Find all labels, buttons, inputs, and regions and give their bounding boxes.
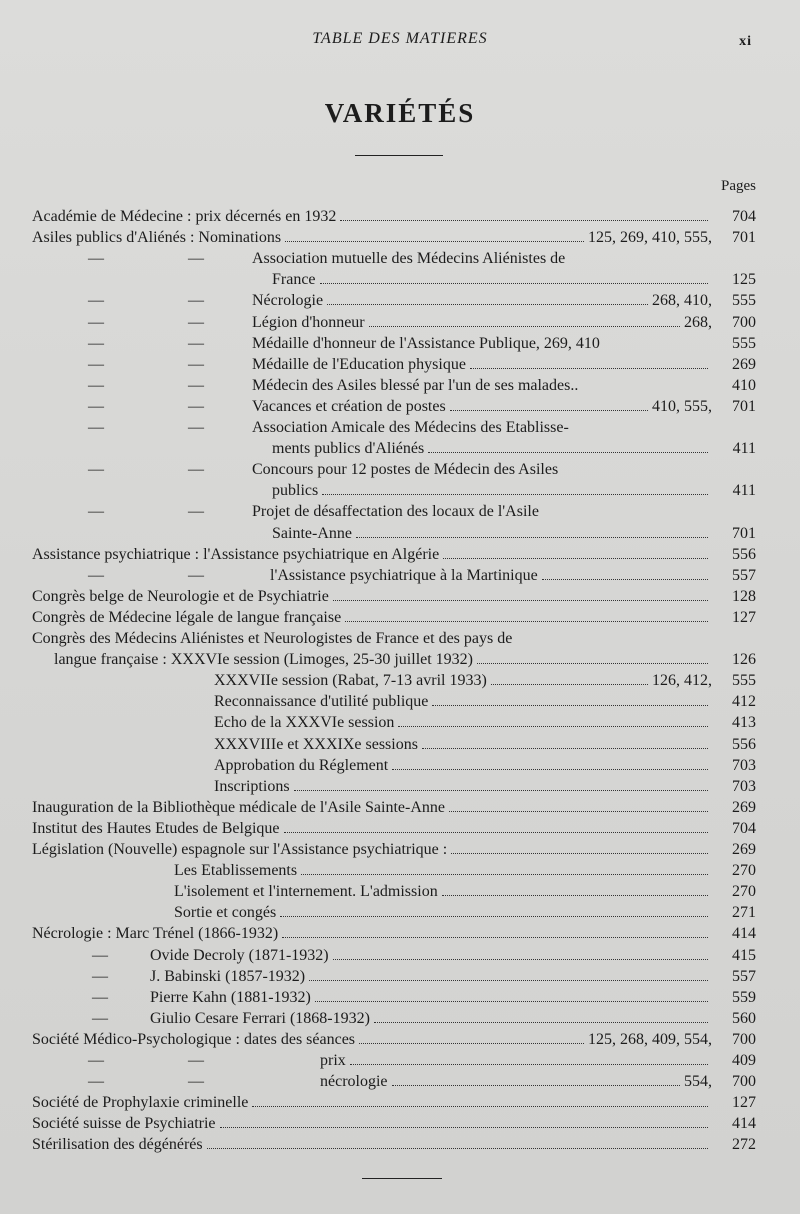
dot-leader: [284, 831, 708, 833]
entry-label: Giulio Cesare Ferrari (1868-1932): [150, 1009, 370, 1027]
index-entry: [0, 607, 800, 628]
index-entry: [0, 354, 800, 375]
dot-leader: [294, 789, 708, 791]
index-entry: [0, 459, 800, 480]
index-entry: [0, 375, 800, 396]
page-number-cell: 701: [732, 229, 756, 247]
page-number-cell: 556: [732, 545, 756, 563]
index-entry: [0, 923, 800, 944]
dot-leader: [450, 409, 648, 411]
entry-label: Reconnaissance d'utilité publique: [214, 693, 429, 711]
ditto-dash: —: [92, 967, 108, 985]
entry-label: XXXVIIe session (Rabat, 7-13 avril 1933): [214, 672, 487, 690]
entry-label: Médaille d'honneur de l'Assistance Publique, 269, 410: [252, 334, 600, 352]
index-entry: [0, 227, 800, 248]
dot-leader: [491, 683, 648, 685]
index-entry: [0, 586, 800, 607]
entry-label: Ovide Decroly (1871-1932): [150, 946, 329, 964]
ditto-dash: —: [188, 461, 204, 479]
index-entry: [0, 860, 800, 881]
page-number-cell: 559: [732, 988, 756, 1006]
index-entry: [0, 1071, 800, 1092]
index-entry: [0, 712, 800, 733]
index-entry: [0, 333, 800, 354]
entry-label: Inauguration de la Bibliothèque médicale de l'Asile Sainte-Anne: [32, 798, 445, 816]
page-number-cell: 555: [732, 334, 756, 352]
page-number-cell: 560: [732, 1009, 756, 1027]
entry-label: Société suisse de Psychiatrie: [32, 1115, 216, 1133]
page-number-cell: 415: [732, 946, 756, 964]
dot-leader: [432, 704, 708, 706]
index-entry: [0, 269, 800, 290]
dot-leader: [327, 303, 648, 305]
dot-leader: [542, 578, 708, 580]
ditto-dash: —: [188, 503, 204, 521]
page-number-cell: 413: [732, 714, 756, 732]
index-entry: [0, 396, 800, 417]
dot-leader: [309, 979, 708, 981]
entry-label: ments publics d'Aliénés: [272, 440, 425, 458]
entry-label: Nécrologie: [252, 292, 324, 310]
index-entry: [0, 565, 800, 586]
page-number-cell: 701: [732, 397, 756, 415]
dot-leader: [359, 1042, 584, 1044]
index-entry: [0, 902, 800, 923]
index-entry: [0, 839, 800, 860]
index-entry: [0, 206, 800, 227]
ditto-dash: —: [188, 566, 204, 584]
dot-leader: [398, 725, 708, 727]
entry-label: Nécrologie : Marc Trénel (1866-1932): [32, 925, 279, 943]
entry-label: Société Médico-Psychologique : dates des séances: [32, 1030, 356, 1048]
index-entry: [0, 501, 800, 522]
ditto-dash: —: [88, 250, 104, 268]
dot-leader: [451, 852, 708, 854]
ditto-dash: —: [188, 292, 204, 310]
dot-leader: [477, 662, 708, 664]
page-number-cell: 555: [732, 292, 756, 310]
page-references: 554,: [684, 1073, 712, 1091]
dot-leader: [449, 810, 708, 812]
index-entry: [0, 945, 800, 966]
index-entry: [0, 248, 800, 269]
page-references: 125, 269, 410, 555,: [588, 229, 712, 247]
dot-leader: [301, 873, 708, 875]
page-number-cell: 555: [732, 672, 756, 690]
ditto-dash: —: [88, 461, 104, 479]
dot-leader: [285, 240, 584, 242]
index-entry: [0, 628, 800, 649]
ditto-dash: —: [88, 334, 104, 352]
index-entry: [0, 480, 800, 501]
page-number-cell: 269: [732, 798, 756, 816]
index-entry: [0, 1029, 800, 1050]
dot-leader: [280, 915, 708, 917]
ditto-dash: —: [88, 355, 104, 373]
page-number-cell: 128: [732, 587, 756, 605]
dot-leader: [252, 1105, 708, 1107]
entry-label: Approbation du Réglement: [214, 756, 389, 774]
index-entry: [0, 818, 800, 839]
entry-label: Société de Prophylaxie criminelle: [32, 1094, 249, 1112]
ditto-dash: —: [88, 566, 104, 584]
page-number-cell: 411: [732, 440, 756, 458]
page-number-cell: 410: [732, 376, 756, 394]
dot-leader: [428, 451, 708, 453]
page-number-cell: 127: [732, 1094, 756, 1112]
entry-label: Concours pour 12 postes de Médecin des Asiles: [252, 461, 559, 479]
ditto-dash: —: [92, 1009, 108, 1027]
dot-leader: [345, 620, 708, 622]
page-number-cell: 271: [732, 904, 756, 922]
entry-label: Congrès de Médecine légale de langue française: [32, 608, 342, 626]
entry-label: publics: [272, 482, 319, 500]
index-entry: [0, 776, 800, 797]
index-entry: [0, 1134, 800, 1155]
ditto-dash: —: [92, 946, 108, 964]
pages-column-label: Pages: [721, 178, 756, 194]
page-references: 410, 555,: [652, 397, 712, 415]
dot-leader: [320, 282, 708, 284]
dot-leader: [470, 367, 708, 369]
entry-label: XXXVIIIe et XXXIXe sessions: [214, 735, 418, 753]
running-title: TABLE DES MATIERES: [312, 30, 488, 47]
entry-label: Médaille de l'Education physique: [252, 355, 466, 373]
entry-label: Asiles publics d'Aliénés : Nominations: [32, 229, 282, 247]
page-references: 126, 412,: [652, 672, 712, 690]
page-references: 268, 410,: [652, 292, 712, 310]
end-rule: [362, 1178, 442, 1179]
page-number-cell: 700: [732, 1073, 756, 1091]
entry-label: L'isolement et l'internement. L'admission: [174, 883, 438, 901]
dot-leader: [333, 958, 708, 960]
page-number-cell: 704: [732, 208, 756, 225]
ditto-dash: —: [88, 1052, 104, 1069]
dot-leader: [369, 325, 680, 327]
dot-leader: [340, 219, 708, 221]
page-number-cell: 414: [732, 1115, 756, 1133]
page-number-cell: 412: [732, 693, 756, 711]
page-number-cell: 557: [732, 566, 756, 584]
dot-leader: [443, 557, 708, 559]
page-number-cell: 409: [732, 1052, 756, 1069]
entry-label: Légion d'honneur: [252, 313, 365, 331]
entry-label: J. Babinski (1857-1932): [150, 967, 306, 985]
entry-label: Congrès belge de Neurologie et de Psychiatrie: [32, 587, 329, 605]
entry-label: France: [272, 271, 316, 289]
section-title: VARIÉTÉS: [324, 98, 476, 128]
page-number-cell: 700: [732, 1030, 756, 1048]
ditto-dash: —: [92, 988, 108, 1006]
entry-label: langue française : XXXVIe session (Limoges, 25-30 juillet 1932): [54, 651, 474, 669]
index-entry: [0, 734, 800, 755]
ditto-dash: —: [88, 419, 104, 436]
ditto-dash: —: [188, 355, 204, 373]
ditto-dash: —: [188, 1073, 204, 1091]
dot-leader: [315, 1000, 708, 1002]
page-number-cell: 272: [732, 1136, 756, 1154]
page-number-cell: 414: [732, 925, 756, 943]
page-number-cell: 557: [732, 967, 756, 985]
index-entry: [0, 290, 800, 311]
page-number: xi: [739, 34, 752, 49]
index-entry: [0, 881, 800, 902]
ditto-dash: —: [188, 397, 204, 415]
dot-leader: [282, 936, 708, 938]
entry-label: Sainte-Anne: [272, 524, 352, 542]
index-entry: [0, 312, 800, 333]
dot-leader: [350, 1063, 708, 1065]
page-number-cell: 556: [732, 735, 756, 753]
ditto-dash: —: [188, 419, 204, 436]
dot-leader: [333, 599, 708, 601]
index-entry: [0, 987, 800, 1008]
ditto-dash: —: [88, 397, 104, 415]
index-entry: [0, 755, 800, 776]
page-number-cell: 700: [732, 313, 756, 331]
entry-label: Projet de désaffectation des locaux de l'Asile: [252, 503, 539, 521]
page-number-cell: 126: [732, 651, 756, 669]
entry-label: Sortie et congés: [174, 904, 277, 922]
index-entry: [0, 1113, 800, 1134]
ditto-dash: —: [88, 1073, 104, 1091]
entry-label: Association Amicale des Médecins des Etablisse-: [252, 419, 569, 436]
page-number-cell: 704: [732, 819, 756, 837]
entry-label: Législation (Nouvelle) espagnole sur l'Assistance psychiatrique :: [32, 841, 448, 858]
entry-label: Les Etablissements: [174, 862, 298, 880]
index-entry: [0, 1092, 800, 1113]
index-entry: [0, 544, 800, 565]
entry-label: Académie de Médecine : prix décernés en 1932: [32, 208, 337, 225]
title-rule: [355, 155, 443, 156]
ditto-dash: —: [88, 503, 104, 521]
page-number-cell: 411: [732, 482, 756, 500]
dot-leader: [374, 1021, 708, 1023]
entry-label: Echo de la XXXVIe session: [214, 714, 395, 732]
page-references: 268,: [684, 313, 712, 331]
page-number-cell: 701: [732, 524, 756, 542]
index-entry: [0, 523, 800, 544]
dot-leader: [422, 747, 708, 749]
index-entry: [0, 649, 800, 670]
index-entry: [0, 417, 800, 438]
index-entry: [0, 1050, 800, 1071]
ditto-dash: —: [88, 313, 104, 331]
ditto-dash: —: [188, 250, 204, 268]
ditto-dash: —: [188, 313, 204, 331]
entry-label: Pierre Kahn (1881-1932): [150, 988, 311, 1006]
dot-leader: [392, 1084, 680, 1086]
page-references: 125, 268, 409, 554,: [588, 1030, 712, 1048]
page-number-cell: 125: [732, 271, 756, 289]
ditto-dash: —: [188, 1052, 204, 1069]
entry-label: Association mutuelle des Médecins Aliénistes de: [252, 250, 566, 268]
page-number-cell: 270: [732, 862, 756, 880]
entry-label: l'Assistance psychiatrique à la Martinique: [270, 566, 538, 584]
index-entry: [0, 1008, 800, 1029]
entry-label: nécrologie: [320, 1073, 388, 1091]
index-entry: [0, 797, 800, 818]
dot-leader: [220, 1126, 708, 1128]
entry-label: Congrès des Médecins Aliénistes et Neurologistes de France et des pays de: [32, 630, 513, 647]
index-entry: [0, 966, 800, 987]
index-entry: [0, 670, 800, 691]
page-number-cell: 269: [732, 355, 756, 373]
entry-label: prix: [320, 1052, 346, 1069]
dot-leader: [322, 493, 708, 495]
index-entry: [0, 438, 800, 459]
dot-leader: [356, 536, 708, 538]
entry-label: Institut des Hautes Etudes de Belgique: [32, 819, 280, 837]
ditto-dash: —: [88, 376, 104, 394]
page-number-cell: 703: [732, 756, 756, 774]
page-number-cell: 703: [732, 777, 756, 795]
ditto-dash: —: [188, 334, 204, 352]
entry-label: Médecin des Asiles blessé par l'un de ses malades..: [252, 376, 579, 394]
dot-leader: [392, 768, 708, 770]
page-number-cell: 270: [732, 883, 756, 901]
ditto-dash: —: [88, 292, 104, 310]
entry-label: Assistance psychiatrique : l'Assistance psychiatrique en Algérie: [32, 545, 440, 563]
entry-label: Inscriptions: [214, 777, 290, 795]
page-number-cell: 127: [732, 608, 756, 626]
ditto-dash: —: [188, 376, 204, 394]
dot-leader: [207, 1147, 708, 1149]
entry-label: Stérilisation des dégénérés: [32, 1136, 203, 1154]
entry-label: Vacances et création de postes: [252, 397, 446, 415]
dot-leader: [442, 894, 708, 896]
page-number-cell: 269: [732, 841, 756, 858]
index-entry: [0, 691, 800, 712]
